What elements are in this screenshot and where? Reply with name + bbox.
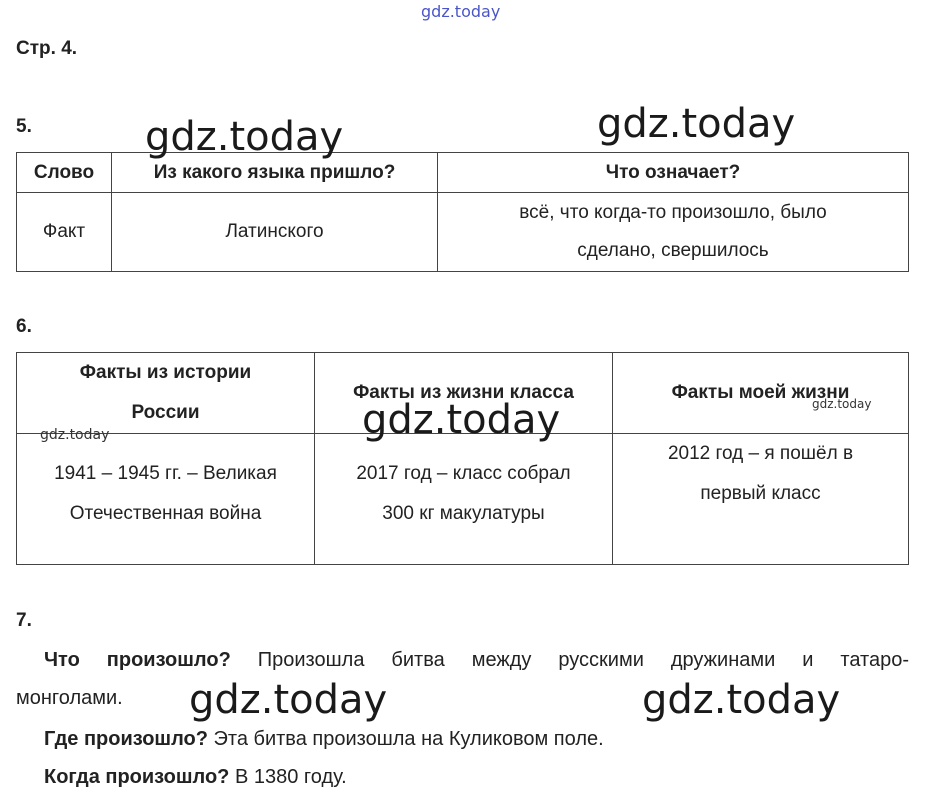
table-row — [17, 434, 909, 565]
cell-history — [17, 434, 315, 565]
task-7-number: 7. — [16, 610, 32, 631]
cell-class-line-2: 300 кг макулатуры — [382, 503, 545, 524]
answer-when-line — [16, 758, 909, 796]
cell-meaning-line-1: всё, что когда-то произошло, было — [519, 202, 827, 223]
answer-where-line — [16, 720, 909, 758]
task-5-number: 5. — [16, 116, 32, 137]
header-meaning: Что означает? — [438, 153, 909, 193]
answer-what-line-1 — [16, 641, 909, 679]
cell-meaning-line-2: сделано, свершилось — [577, 240, 769, 261]
watermark: gdz.today — [597, 101, 796, 147]
watermark: gdz.today — [145, 114, 344, 160]
watermark-small: gdz.today — [40, 427, 110, 443]
question-where: Где произошло? — [44, 728, 208, 750]
answer-what: Произошла битва между русскими дружинами и татаро- — [257, 649, 909, 671]
cell-history-line-1: 1941 – 1945 гг. – Великая — [54, 463, 277, 484]
header-history-line-2: России — [131, 402, 200, 423]
cell-class-line-1: 2017 год – класс собрал — [356, 463, 571, 484]
header-language: Из какого языка пришло? — [112, 153, 438, 193]
watermark-small: gdz.today — [812, 397, 872, 411]
watermark: gdz.today — [362, 397, 561, 443]
cell-language: Латинского — [112, 193, 438, 272]
cell-history-line-2: Отечественная война — [69, 503, 262, 524]
task-6-table — [16, 352, 909, 565]
answer-what-line-2: монголами. — [16, 687, 123, 709]
task-6-number: 6. — [16, 316, 32, 337]
question-when: Когда произошло? — [44, 766, 230, 788]
answer-where: Эта битва произошла на Куликовом поле. — [213, 728, 604, 750]
cell-my-life — [613, 434, 909, 565]
cell-meaning — [438, 193, 909, 272]
header-history-line-1: Факты из истории — [79, 362, 252, 383]
watermark-top: gdz.today — [421, 2, 501, 21]
header-class: Факты из жизни класса — [315, 353, 613, 434]
question-what: Что произошло? — [44, 649, 231, 671]
table-row — [17, 193, 909, 272]
header-my-life: Факты моей жизни — [613, 353, 909, 434]
watermark: gdz.today — [189, 677, 388, 723]
cell-class — [315, 434, 613, 565]
cell-word: Факт — [17, 193, 112, 272]
header-word: Слово — [17, 153, 112, 193]
page-label: Стр. 4. — [16, 38, 78, 59]
task-5-table — [16, 152, 909, 272]
cell-my-life-line-2: первый класс — [700, 483, 821, 504]
answer-when: В 1380 году. — [234, 766, 347, 788]
cell-my-life-line-1: 2012 год – я пошёл в — [667, 443, 854, 464]
header-history — [17, 353, 315, 434]
watermark: gdz.today — [642, 677, 841, 723]
